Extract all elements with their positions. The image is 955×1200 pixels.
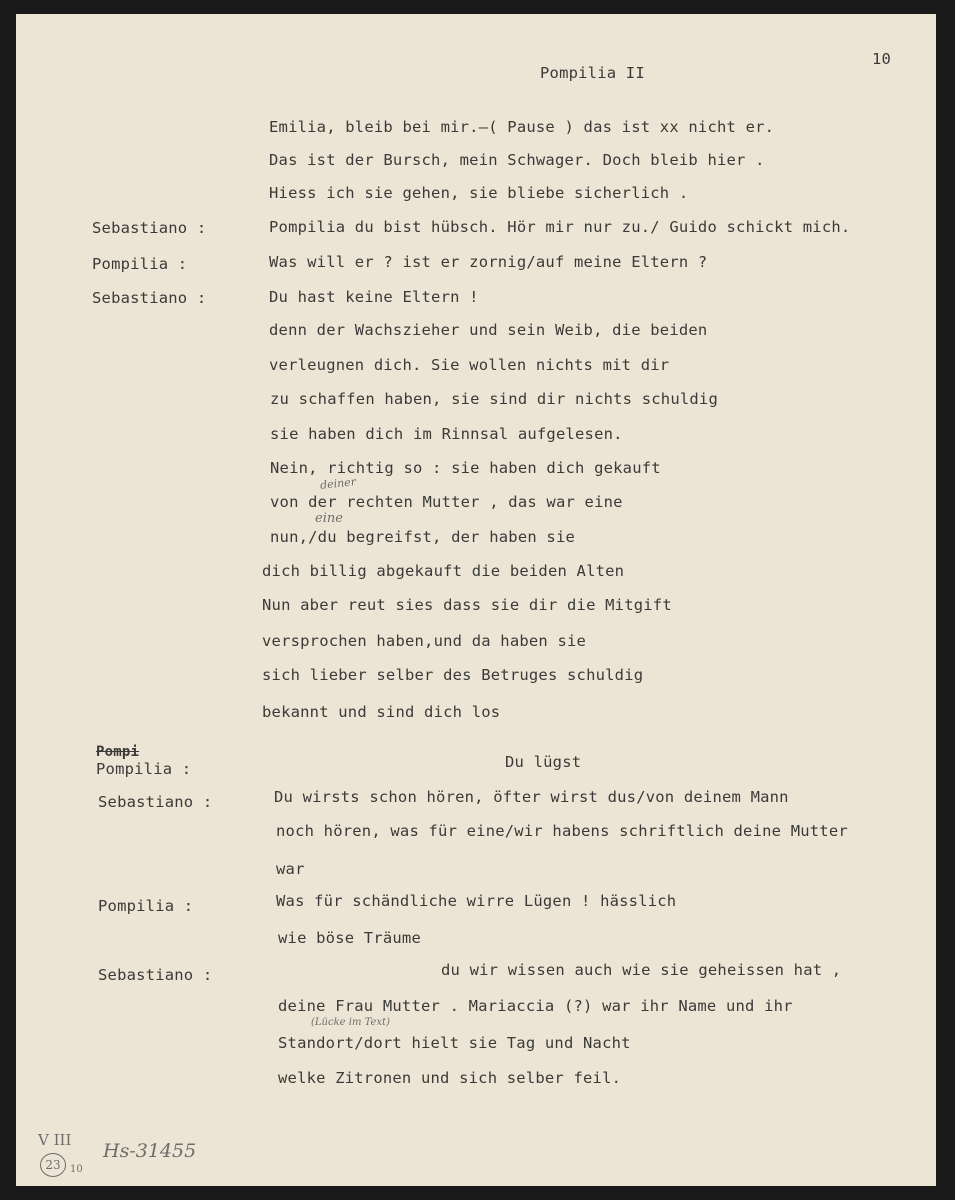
dialogue-line: noch hören, was für eine/wir habens schriftlich deine Mutter [276, 822, 848, 840]
dialogue-line: zu schaffen haben, sie sind dir nichts schuldig [270, 390, 718, 408]
page-header-title: Pompilia II [540, 64, 645, 82]
archive-shelfmark: Hs-31455 [103, 1140, 197, 1162]
archive-circled-number: 23 [40, 1153, 66, 1177]
dialogue-line: Nun aber reut sies dass sie dir die Mitgift [262, 596, 672, 614]
dialogue-line: bekannt und sind dich los [262, 703, 501, 721]
dialogue-line: welke Zitronen und sich selber feil. [278, 1069, 622, 1087]
dialogue-line: dich billig abgekauft die beiden Alten [262, 562, 625, 580]
dialogue-line: Du wirsts schon hören, öfter wirst dus/von deinem Mann [274, 788, 789, 806]
dialogue-line: Was für schändliche wirre Lügen ! hässlich [276, 892, 677, 910]
speaker-label: Pompilia : [98, 897, 194, 915]
page-number: 10 [872, 50, 892, 68]
handwritten-insert-eine: eine [315, 511, 343, 526]
dialogue-line: von der rechten Mutter , das war eine [270, 493, 623, 511]
speaker-label: Pompilia : [96, 760, 192, 778]
handwritten-correction-deiner: deiner [319, 475, 357, 492]
dialogue-line: wie böse Träume [278, 929, 421, 947]
dialogue-line: Was will er ? ist er zornig/auf meine Eltern ? [269, 253, 708, 271]
dialogue-line: Emilia, bleib bei mir.—( Pause ) das ist xx nicht er. [269, 118, 775, 136]
archive-roman-mark: V III [38, 1131, 72, 1149]
dialogue-line: denn der Wachszieher und sein Weib, die beiden [269, 321, 708, 339]
dialogue-line: Pompilia du bist hübsch. Hör mir nur zu./ Guido schickt mich. [269, 218, 851, 236]
dialogue-line: Nein, richtig so : sie haben dich gekauft [270, 459, 661, 477]
dialogue-line: Hiess ich sie gehen, sie bliebe sicherlich . [269, 184, 689, 202]
struck-speaker-label: Pompi [96, 744, 140, 760]
dialogue-line: verleugnen dich. Sie wollen nichts mit dir [269, 356, 670, 374]
speaker-label: Sebastiano : [92, 219, 207, 237]
speaker-label: Sebastiano : [98, 793, 213, 811]
speaker-label: Sebastiano : [92, 289, 207, 307]
dialogue-line: versprochen haben,und da haben sie [262, 632, 587, 650]
speaker-label: Sebastiano : [98, 966, 213, 984]
dialogue-line: war [276, 860, 305, 878]
handwritten-note-gap: (Lücke im Text) [311, 1017, 390, 1028]
dialogue-line: du wir wissen auch wie sie geheissen hat , [441, 961, 842, 979]
dialogue-line: Du lügst [505, 753, 582, 771]
dialogue-line: sich lieber selber des Betruges schuldig [262, 666, 644, 684]
archive-sub-number: 10 [70, 1164, 83, 1175]
dialogue-line: Standort/dort hielt sie Tag und Nacht [278, 1034, 631, 1052]
dialogue-line: nun,/du begreifst, der haben sie [270, 528, 576, 546]
dialogue-line: Du hast keine Eltern ! [269, 288, 479, 306]
document-page [16, 14, 936, 1186]
dialogue-line: Das ist der Bursch, mein Schwager. Doch bleib hier . [269, 151, 765, 169]
speaker-label: Pompilia : [92, 255, 188, 273]
dialogue-line: sie haben dich im Rinnsal aufgelesen. [270, 425, 623, 443]
dialogue-line: deine Frau Mutter . Mariaccia (?) war ihr Name und ihr [278, 997, 793, 1015]
